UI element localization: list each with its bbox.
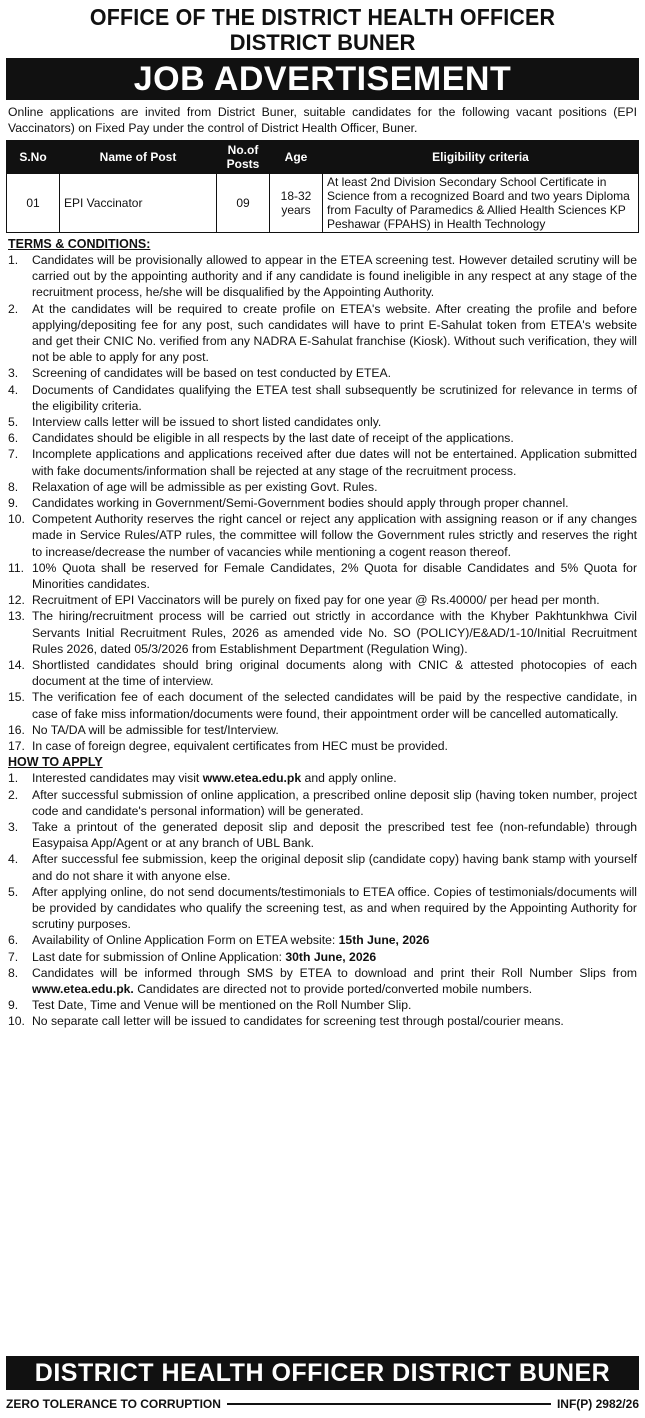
apply-item-text-part: No separate call letter will be issued to candidates for screening test through postal/courier means.: [32, 1014, 564, 1029]
terms-item-number: 11.: [8, 560, 25, 575]
apply-item-text-part: After successful submission of online application, a prescribed online deposit slip (having token number, project code and candidate's personal information) will be generated.: [32, 787, 637, 818]
apply-item: [6, 851, 639, 883]
apply-item-text-part: Interested candidates may visit: [32, 771, 203, 786]
apply-item: [6, 997, 639, 1013]
terms-item: [6, 301, 639, 366]
apply-list: [6, 770, 639, 1029]
apply-item: [6, 787, 639, 819]
terms-item-text: Interview calls letter will be issued to short listed candidates only.: [32, 415, 382, 430]
terms-item: [6, 495, 639, 511]
apply-item: [6, 949, 639, 965]
apply-item-number: 7.: [8, 949, 19, 964]
cell-eligibility: At least 2nd Division Secondary School Certificate in Science from a recognized Board and two years Diploma from Faculty of Paramedics & Allied Health Sciences KP Peshawar (FPAHS) in Health Technology: [323, 174, 639, 233]
cell-age: 18-32 years: [270, 174, 323, 233]
terms-item: [6, 430, 639, 446]
table-row: [7, 174, 639, 233]
terms-item-number: 9.: [8, 496, 19, 511]
apply-item-text-tail: Candidates are directed not to provide ported/converted mobile numbers.: [133, 981, 533, 996]
apply-item: [6, 770, 639, 786]
terms-item: [6, 446, 639, 478]
footer-divider: [227, 1403, 551, 1405]
apply-item-text: [32, 851, 637, 883]
footer-line: [6, 1394, 639, 1414]
terms-list: [6, 252, 639, 754]
terms-item: [6, 479, 639, 495]
terms-item-number: 5.: [8, 415, 19, 430]
district-title: DISTRICT BUNER: [229, 30, 416, 55]
terms-item-number: 14.: [8, 658, 25, 673]
terms-item-number: 17.: [8, 739, 25, 754]
terms-item-text: At the candidates will be required to create profile on ETEA's website. After creating the profile and before applying/depositing fee for any post, such candidates will have to print E-Sahulat token from ETEA's website and get their CNIC No. verified from any NADRA E-Sahulat franchise (Kiosk). Without such verification, they will not be able to apply for any post.: [32, 301, 637, 365]
terms-item-number: 16.: [8, 722, 25, 737]
terms-item-text: No TA/DA will be admissible for test/Interview.: [32, 722, 279, 737]
terms-item-number: 2.: [8, 301, 19, 316]
apply-item-emphasis: 30th June, 2026: [285, 949, 377, 964]
terms-item-text: The verification fee of each document of the selected candidates will be paid by the respective candidate, in case of fake miss information/documents were found, their appointment order will be cancelled automatically.: [32, 690, 637, 721]
apply-item-text: [32, 787, 637, 819]
terms-item-text: Relaxation of age will be admissible as per existing Govt. Rules.: [32, 479, 378, 494]
apply-item-text-part: Candidates will be informed through SMS by ETEA to download and print their Roll Number Slips from: [32, 965, 637, 980]
terms-item-number: 1.: [8, 253, 19, 267]
terms-item-number: 15.: [8, 690, 25, 705]
terms-item-text: In case of foreign degree, equivalent certificates from HEC must be provided.: [32, 739, 448, 754]
apply-item: [6, 1013, 639, 1029]
terms-item: [6, 511, 639, 560]
terms-item-number: 12.: [8, 593, 25, 608]
col-sno-header: S.No: [7, 141, 60, 174]
apply-item-text: [32, 819, 637, 851]
apply-item-number: 3.: [8, 819, 19, 834]
terms-item-text: Shortlisted candidates should bring original documents along with CNIC & attested photocopies of each document at the time of interview.: [32, 658, 637, 689]
apply-item-emphasis: www.etea.edu.pk.: [32, 981, 134, 996]
cell-sno: 01: [7, 174, 60, 233]
terms-item-text: Screening of candidates will be based on test conducted by ETEA.: [32, 366, 392, 381]
apply-item-number: 4.: [8, 852, 19, 867]
terms-item: [6, 608, 639, 657]
apply-item-text: [32, 1013, 637, 1029]
apply-item-text-part: Availability of Online Application Form on ETEA website:: [32, 933, 339, 948]
apply-item-text: [32, 997, 637, 1013]
col-age-header: Age: [270, 141, 323, 174]
terms-item: [6, 689, 639, 721]
terms-item-text: Competent Authority reserves the right cancel or reject any application with assigning reason or if any changes made in Service Rules/ATP rules, the committee will follow the Government rules strictly and reserves the right to increase/decrease the number of vacancies while mentioning a cogent reason thereof.: [32, 512, 637, 559]
terms-item-number: 10.: [8, 512, 25, 527]
terms-item-number: 13.: [8, 609, 25, 624]
terms-item-text: Documents of Candidates qualifying the ETEA test shall subsequently be scrutinized for relevance in terms of the eligibility criteria.: [32, 382, 637, 413]
terms-item: [6, 592, 639, 608]
apply-item-text-part: Last date for submission of Online Application:: [32, 949, 286, 964]
apply-item: [6, 965, 639, 997]
terms-item-text: Recruitment of EPI Vaccinators will be purely on fixed pay for one year @ Rs.40000/ per head per month.: [32, 593, 600, 608]
slogan: ZERO TOLERANCE TO CORRUPTION: [6, 1397, 221, 1411]
col-eligibility-header: Eligibility criteria: [323, 141, 639, 174]
terms-item: [6, 738, 639, 754]
apply-item-text: [32, 884, 637, 933]
job-advertisement-banner: JOB ADVERTISEMENT: [6, 58, 639, 100]
apply-item-number: 8.: [8, 965, 19, 980]
apply-item-text-part: After applying online, do not send documents/testimonials to ETEA office. Copies of testimonials/documents will be provided by candidates who qualify the screening test, as and when required by the Appointing Authority for scrutiny purposes.: [32, 884, 637, 932]
terms-item: [6, 657, 639, 689]
col-posts-header: No.of Posts: [217, 141, 270, 174]
terms-item: [6, 722, 639, 738]
terms-item-text: The hiring/recruitment process will be carried out strictly in accordance with the Khyber Pakhtunkhwa Civil Servants Initial Recruitment Rules, 2026 as amended vide No. SO (POLICY)/E&AD/1-10/Initial Recruitment Rules 2026, dated 05/3/2026 from Establishment Department (Regulation Wing).: [32, 609, 637, 656]
apply-item: [6, 932, 639, 948]
terms-item-text: 10% Quota shall be reserved for Female Candidates, 2% Quota for disable Candidates and 5% Quota for Minorities candidates.: [32, 560, 637, 592]
office-title: OFFICE OF THE DISTRICT HEALTH OFFICER: [89, 4, 556, 30]
apply-item-text-tail: and apply online.: [301, 771, 397, 786]
apply-item-text: [32, 932, 637, 948]
apply-item: [6, 819, 639, 851]
apply-item-text: [32, 965, 637, 997]
terms-item-number: 8.: [8, 479, 19, 494]
apply-item-text: [32, 770, 637, 786]
terms-item-number: 7.: [8, 447, 19, 462]
terms-item: [6, 382, 639, 414]
terms-item-number: 6.: [8, 431, 19, 446]
table-header-row: [7, 141, 639, 174]
terms-heading: TERMS & CONDITIONS:: [8, 237, 151, 251]
apply-item-number: 5.: [8, 884, 19, 899]
terms-item: [6, 414, 639, 430]
terms-item: [6, 560, 639, 592]
apply-item-text-part: Take a printout of the generated deposit slip and deposit the prescribed test fee (non-refundable) through Easypaisa App/Agent or at any branch of UBL Bank.: [32, 819, 637, 851]
cell-posts: 09: [217, 174, 270, 233]
terms-item-text: Candidates working in Government/Semi-Government bodies should apply through proper channel.: [32, 496, 569, 511]
apply-item: [6, 884, 639, 933]
how-to-apply-heading: HOW TO APPLY: [8, 755, 103, 770]
terms-item-text: Candidates should be eligible in all respects by the last date of receipt of the applications.: [32, 431, 514, 446]
apply-item-number: 6.: [8, 933, 19, 948]
apply-item-text-part: Test Date, Time and Venue will be mentioned on the Roll Number Slip.: [32, 998, 412, 1013]
apply-item-number: 9.: [8, 998, 19, 1013]
terms-item-number: 3.: [8, 366, 19, 381]
apply-item-text: [32, 949, 637, 965]
intro-paragraph: Online applications are invited from District Buner, suitable candidates for the following vacant positions (EPI Vaccinators) on Fixed Pay under the control of District Health Officer, Buner.: [8, 105, 637, 135]
col-post-header: Name of Post: [60, 141, 217, 174]
apply-item-text-part: After successful fee submission, keep the original deposit slip (candidate copy) having bank stamp with yourself and do not share it with anyone else.: [32, 852, 637, 883]
terms-item: [6, 365, 639, 381]
apply-item-number: 2.: [8, 787, 19, 802]
header: [6, 0, 639, 56]
terms-item-text: Incomplete applications and applications received after due dates will not be entertained. Application submitted with fake documents/information shall be rejected at any stage of the recruitment process.: [32, 447, 637, 478]
apply-item-number: 1.: [8, 771, 19, 786]
ad-reference: INF(P) 2982/26: [556, 1397, 639, 1411]
apply-item-emphasis: 15th June, 2026: [338, 933, 430, 948]
posts-table: [6, 140, 639, 233]
terms-item: [6, 252, 639, 301]
apply-item-emphasis: www.etea.edu.pk: [202, 771, 302, 786]
terms-item-number: 4.: [8, 382, 19, 397]
cell-post: EPI Vaccinator: [60, 174, 217, 233]
footer-banner: DISTRICT HEALTH OFFICER DISTRICT BUNER: [6, 1356, 639, 1390]
terms-item-text: Candidates will be provisionally allowed to appear in the ETEA screening test. However detailed scrutiny will be carried out by the appointing authority and if any candidate is found ineligible in any respect at any stage of the recruitment process, he/she will be disqualified by the Appointing Authority.: [32, 253, 637, 300]
apply-item-number: 10.: [8, 1014, 25, 1029]
